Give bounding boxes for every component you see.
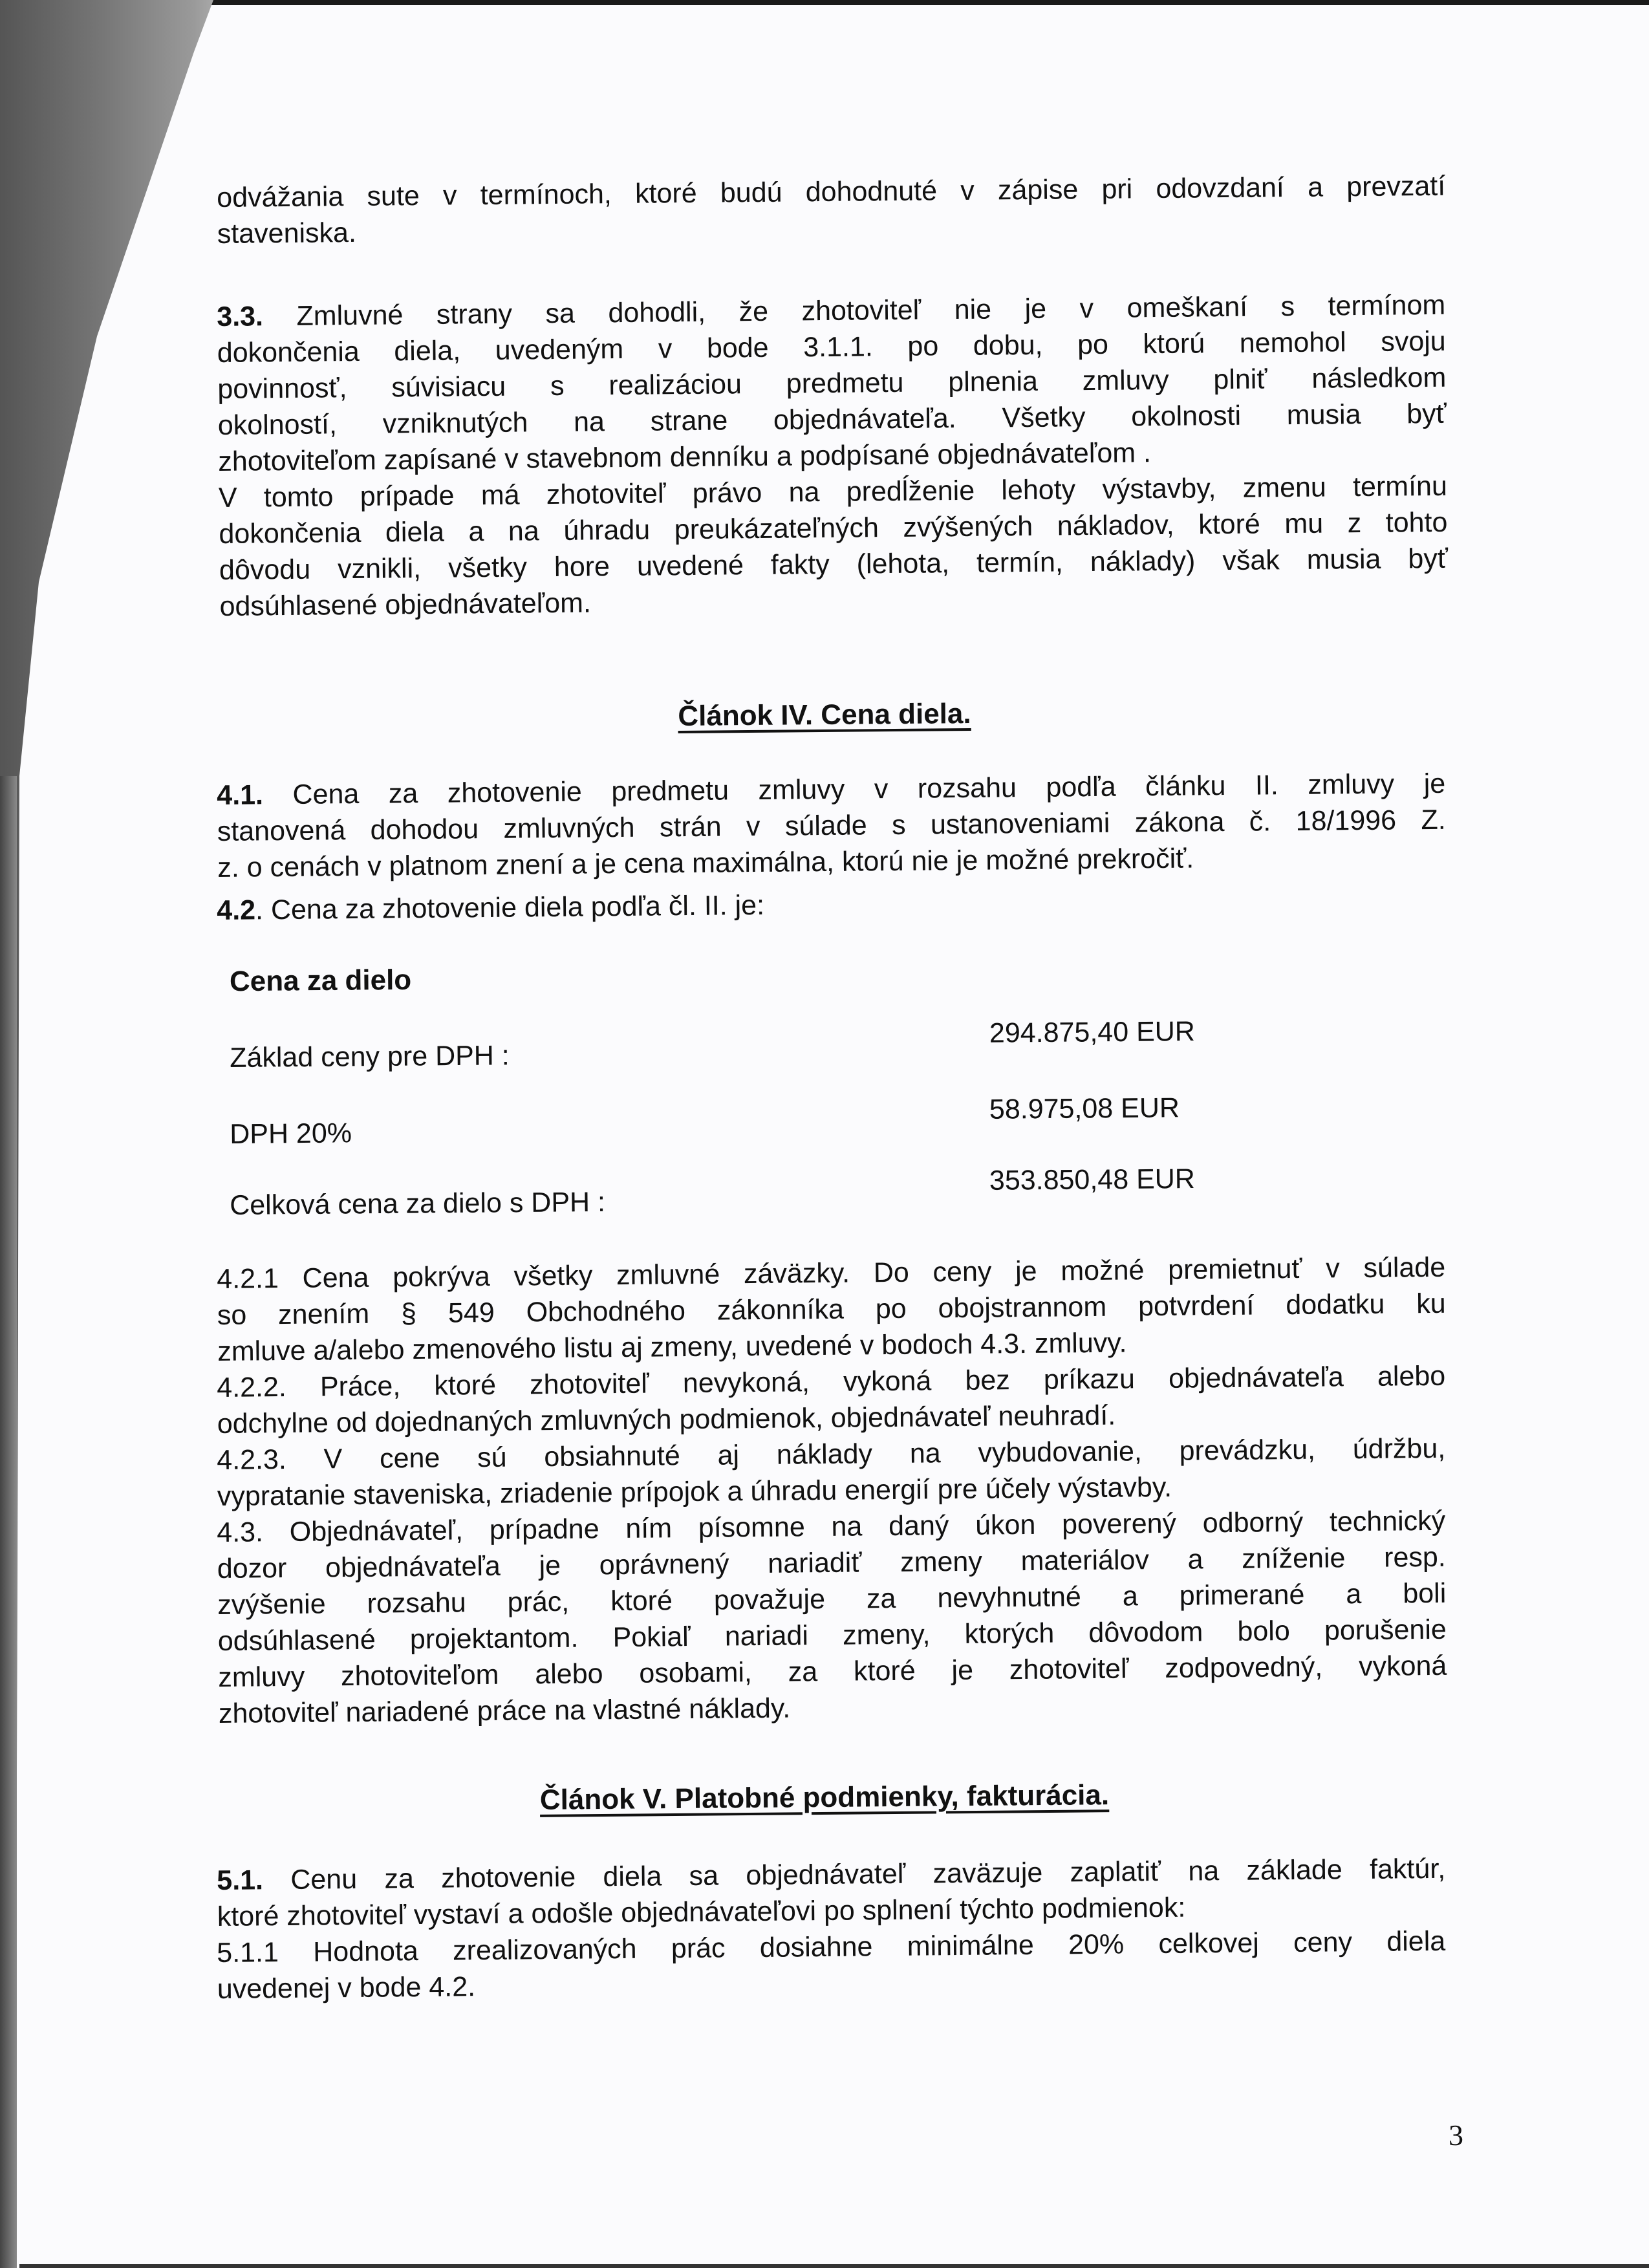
price-value: 58.975,08 EUR [989,1092,1180,1125]
section-4-3 [217,1503,1447,1732]
text-line: odsúhlasené objednávateľom. [219,587,592,622]
text-line-content: Zmluvné strany sa dohodli, že zhotoviteľ nie je v omeškaní s termínom [296,289,1446,332]
section-5-1-1 [217,1923,1446,2007]
text-line: V tomto prípade má zhotoviteľ právo na predĺženie lehoty výstavby, zmenu termínu [218,470,1448,513]
section-4-2 [217,881,1445,929]
text-line: okolností, vzniknutých na strane objednávateľa. Všetky okolnosti musia byť [217,398,1447,441]
text-line: odsúhlasené projektantom. Pokiaľ nariadi zmeny, ktorých dôvodom bolo porušenie [217,1614,1447,1657]
price-row-vat [230,1092,1264,1150]
price-row-base [230,1015,1264,1074]
text-line: staveniska. [217,217,357,250]
text-line: 4.2.2. Práce, ktoré zhotoviteľ nevykoná, vykoná bez príkazu objednávateľa alebo [217,1360,1446,1403]
section-number: 4.1. [217,779,264,811]
text-line: 4.2.3. V cene sú obsiahnuté aj náklady na vybudovanie, prevádzku, údržbu, [217,1432,1446,1476]
text-line: dôvodu vznikli, všetky hore uvedené fakty (lehota, termín, náklady) však musia byť [219,543,1449,586]
text-line: zhotoviteľ nariadené práce na vlastné náklady. [218,1692,791,1729]
price-value: 353.850,48 EUR [989,1163,1196,1196]
section-4-2-2 [217,1358,1446,1442]
section-number: 4.2 [217,894,256,926]
text-line-content: Cena za zhotovenie predmetu zmluvy v rozsahu podľa článku II. zmluvy je [292,768,1446,810]
text-line: 4.2.1 Cena pokrýva všetky zmluvné záväzky. Do ceny je možné premietnuť v súlade [217,1251,1446,1295]
text-line: so znením § 549 Obchodného zákonníka po obojstrannom potvrdení dodatku ku [217,1288,1446,1331]
section-5-1 [217,1851,1446,1935]
page-number: 3 [1449,2119,1463,2152]
text-line: zmluve a/alebo zmenového listu aj zmeny, uvedené v bodoch 4.3. zmluvy. [217,1327,1127,1367]
heading-text: Článok V. Platobné podmienky, fakturácia. [539,1779,1110,1816]
section-4-2-1 [217,1249,1447,1370]
text-line: vypratanie staveniska, zriadenie prípojok a úhradu energií pre účely výstavby. [217,1471,1172,1512]
text-line: uvedenej v bode 4.2. [217,1971,476,2005]
price-row-total [230,1163,1264,1221]
text-line-content: Cenu za zhotovenie diela sa objednávateľ zaväzuje zaplatiť na základe faktúr, [263,1853,1446,1896]
text-line: povinnosť, súvisiacu s realizáciou predmetu plnenia zmluvy plniť následkom [217,362,1447,405]
section-number: 3.3. [217,301,264,332]
section-4-1 [217,766,1447,886]
text-line: zmluvy zhotoviteľom alebo osobami, za ktoré je zhotoviteľ zodpovedný, vykoná [218,1650,1447,1693]
text-line: zvýšenie rozsahu prác, ktoré považuje za nevyhnutné a primerané a boli [217,1577,1447,1621]
text-line: 4.3. Objednávateľ, prípadne ním písomne na daný úkon poverený odborný technický [217,1505,1446,1548]
section-4-2-3 [217,1431,1446,1515]
section-3-3 [217,287,1449,625]
text-line: odvážania sute v termínoch, ktoré budú dohodnuté v zápise pri odovzdaní a prevzatí [217,170,1446,213]
text-line: z. o cenách v platnom znení a je cena maximálna, ktorú nie je možné prekročiť. [217,843,1194,883]
price-value: 294.875,40 EUR [989,1015,1196,1049]
text-line: 5.1.1 Hodnota zrealizovaných prác dosiahne minimálne 20% celkovej ceny diela [217,1925,1446,1969]
price-table-title: Cena za dielo [229,964,412,998]
intro-paragraph [217,168,1446,252]
text-line: zhotoviteľom zapísané v stavebnom denníku a podpísané objednávateľom . [218,437,1152,477]
text-line-content: . Cena za zhotovenie diela podľa čl. II. je: [255,889,765,926]
article-v-heading [0,1773,1649,1823]
price-label: Základ ceny pre DPH : [230,1040,510,1074]
text-line [217,881,1445,929]
section-number: 5.1. [217,1864,264,1896]
heading-text: Článok IV. Cena diela. [678,698,971,732]
article-iv-heading [0,690,1649,740]
text-line: dokončenia diela, uvedeným v bode 3.1.1. po dobu, po ktorú nemohol svoju [217,325,1446,369]
price-label: DPH 20% [230,1118,352,1150]
price-label: Celková cena za dielo s DPH : [230,1186,606,1221]
text-line: ktoré zhotoviteľ vystaví a odošle objednávateľovi po splnení týchto podmienok: [217,1892,1186,1932]
text-line: dozor objednávateľa je oprávnený nariadiť zmeny materiálov a zníženie resp. [217,1541,1446,1584]
text-line: dokončenia diela a na úhradu preukázateľných zvýšených nákladov, ktoré mu z tohto [219,506,1448,550]
text-line: odchylne od dojednaných zmluvných podmienok, objednávateľ neuhradí. [217,1399,1116,1440]
text-line: stanovená dohodou zmluvných strán v súlade s ustanoveniami zákona č. 18/1996 Z. [217,804,1446,847]
